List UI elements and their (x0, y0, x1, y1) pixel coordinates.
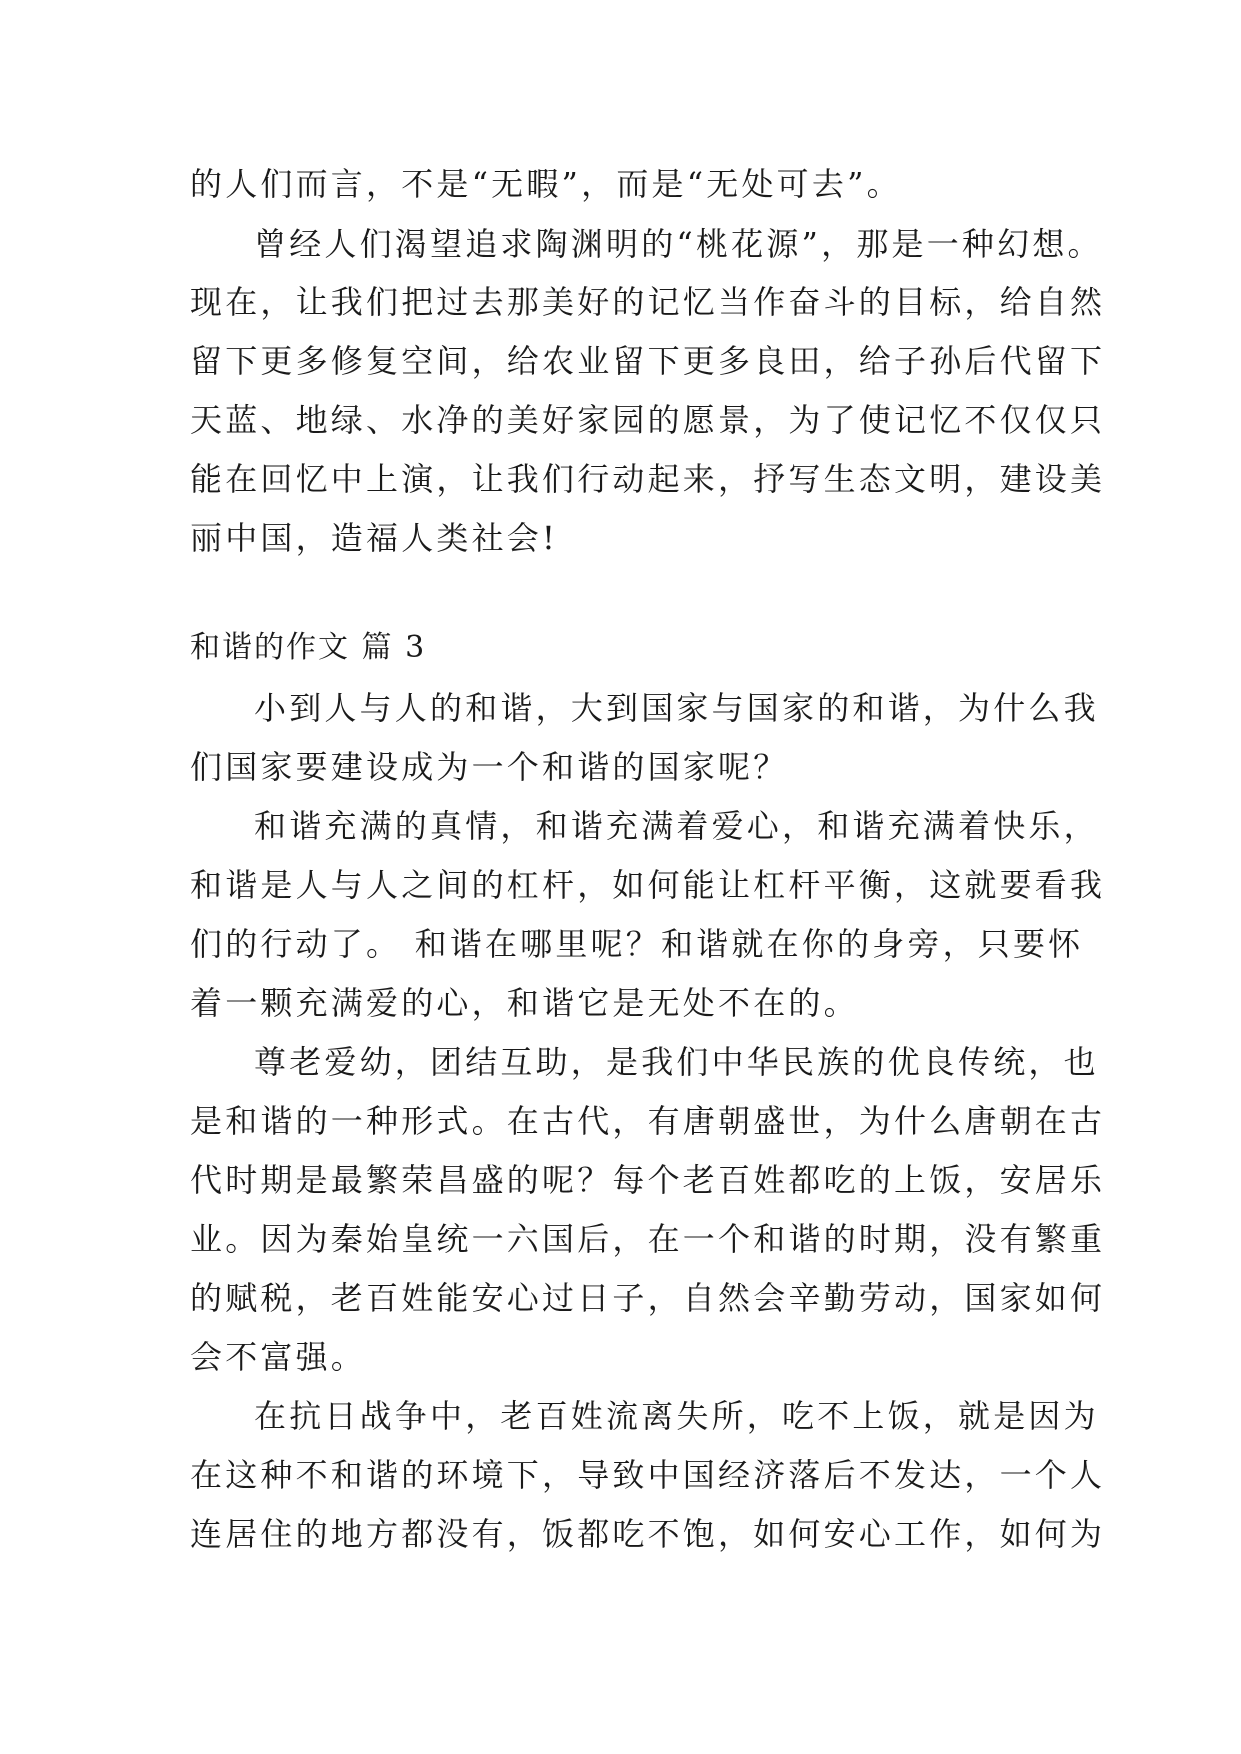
paragraph-line: 曾经人们渴望追求陶渊明的“桃花源”，那是一种幻想。 (254, 225, 1103, 263)
paragraph-line: 业。因为秦始皇统一六国后，在一个和谐的时期，没有繁重 (190, 1220, 1106, 1258)
paragraph-line: 的赋税，老百姓能安心过日子，自然会辛勤劳动，国家如何 (190, 1279, 1106, 1317)
paragraph-line: 丽中国，造福人类社会! (190, 519, 559, 557)
paragraph-line: 现在，让我们把过去那美好的记忆当作奋斗的目标，给自然 (190, 283, 1106, 321)
paragraph-line: 着一颗充满爱的心，和谐它是无处不在的。 (190, 984, 859, 1022)
paragraph-line: 尊老爱幼，团结互助，是我们中华民族的优良传统，也 (254, 1043, 1099, 1081)
paragraph-line: 代时期是最繁荣昌盛的呢？每个老百姓都吃的上饭，安居乐 (190, 1161, 1106, 1199)
paragraph-line: 天蓝、地绿、水净的美好家园的愿景，为了使记忆不仅仅只 (190, 401, 1106, 439)
paragraph-line: 在这种不和谐的环境下，导致中国经济落后不发达，一个人 (190, 1456, 1106, 1494)
paragraph-line: 和谐充满的真情，和谐充满着爱心，和谐充满着快乐， (254, 807, 1099, 845)
paragraph-line: 和谐是人与人之间的杠杆，如何能让杠杆平衡，这就要看我 (190, 866, 1106, 904)
paragraph-line: 的人们而言，不是“无暇”，而是“无处可去”。 (190, 165, 902, 203)
paragraph-line: 连居住的地方都没有，饭都吃不饱，如何安心工作，如何为 (190, 1515, 1106, 1553)
section-heading: 和谐的作文 篇 3 (190, 630, 427, 665)
paragraph-line: 留下更多修复空间，给农业留下更多良田，给子孙后代留下 (190, 342, 1106, 380)
paragraph-line: 会不富强。 (190, 1338, 367, 1376)
paragraph-line: 们的行动了。 和谐在哪里呢？和谐就在你的身旁，只要怀 (190, 925, 1084, 963)
paragraph-line: 是和谐的一种形式。在古代，有唐朝盛世，为什么唐朝在古 (190, 1102, 1106, 1140)
paragraph-line: 能在回忆中上演，让我们行动起来，抒写生态文明，建设美 (190, 460, 1106, 498)
paragraph-line: 在抗日战争中，老百姓流离失所，吃不上饭，就是因为 (254, 1397, 1099, 1435)
paragraph-line: 小到人与人的和谐，大到国家与国家的和谐，为什么我 (254, 689, 1099, 727)
paragraph-line: 们国家要建设成为一个和谐的国家呢？ (190, 748, 789, 786)
